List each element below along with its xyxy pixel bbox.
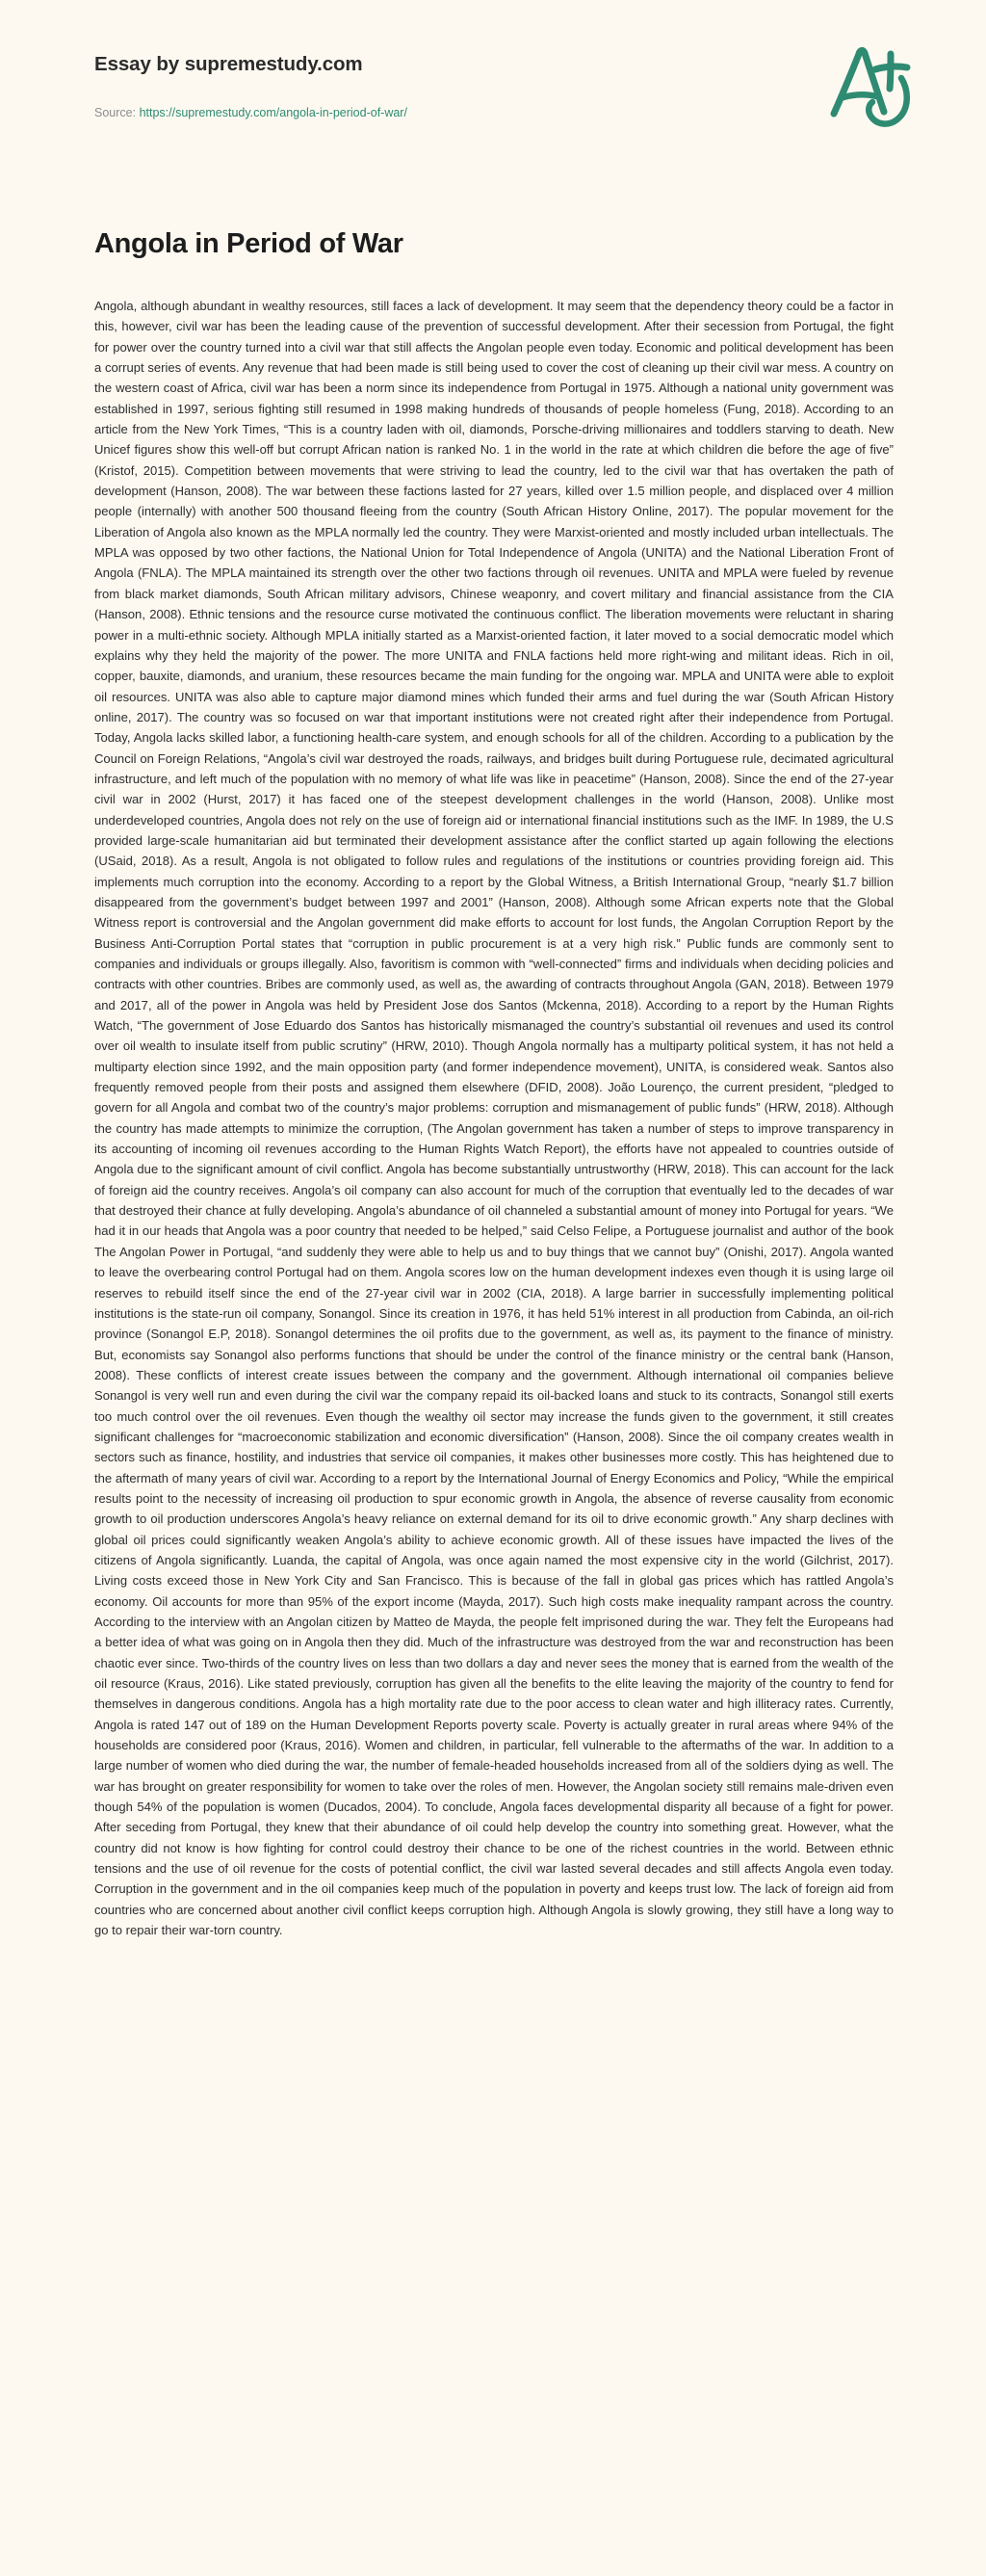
brand-label: Essay by supremestudy.com — [94, 53, 363, 75]
article-paragraph: Angola, although abundant in wealthy resources, still faces a lack of development. It may seem that the dependency theory could be a factor in this, however, civil war has been the leading cause of the prevention of successful development. After their secession from Portugal, the fight for power over the country turned into a civil war that still affects the Angolan people even today. Economic and political development has been a corrupt series of events. Any revenue that had been made is still being used to cover the cost of cleaning up their civil war mess. A country on the western coast of Africa, civil war has been a norm since its independence from Portugal in 1975. Although a national unity government was established in 1997, serious fighting still resumed in 1998 making hundreds of thousands of people homeless (Fung, 2018). According to an article from the New York Times, “This is a country laden with oil, diamonds, Porsche-driving millionaires and toddlers starving to death. New Unicef figures show this well-off but corrupt African nation is ranked No. 1 in the world in the rate at which children die before the age of five” (Kristof, 2015). Competition between movements that were striving to lead the country, led to the civil war that has overtaken the path of development (Hanson, 2008). The war between these factions lasted for 27 years, killed over 1.5 million people, and displaced over 4 million people (internally) with another 500 thousand fleeing from the country (South African History Online, 2017). The popular movement for the Liberation of Angola also known as the MPLA normally led the country. They were Marxist-oriented and mostly included urban intellectuals. The MPLA was opposed by two other factions, the National Union for Total Independence of Angola (UNITA) and the National Liberation Front of Angola (FNLA). The MPLA maintained its strength over the other two factions through oil revenues. UNITA and MPLA were fueled by revenue from black market diamonds, South African military advisors, Chinese weaponry, and covert military and financial assistance from the CIA (Hanson, 2008). Ethnic tensions and the resource curse motivated the continuous conflict. The liberation movements were reluctant in sharing power in a multi-ethnic society. Although MPLA initially started as a Marxist-oriented faction, it later moved to a social democratic model which explains why they held the majority of the power. The more UNITA and FNLA factions held more right-wing and militant ideas. Rich in oil, copper, bauxite, diamonds, and uranium, these resources became the main funding for the ongoing war. MPLA and UNITA were able to exploit oil resources. UNITA was also able to capture major diamond mines which funded their arms and fuel during the war (South African History online, 2017). The country was so focused on war that important institutions were not created right after their independence from Portugal. Today, Angola lacks skilled labor, a functioning health-care system, and enough schools for all of the children. According to a publication by the Council on Foreign Relations, “Angola’s civil war destroyed the roads, railways, and bridges built during Portuguese rule, decimated agricultural infrastructure, and left much of the population with no memory of what life was like in peacetime” (Hanson, 2008). Since the end of the 27-year civil war in 2002 (Hurst, 2017) it has faced one of the steepest development challenges in the world (Hanson, 2008). Unlike most underdeveloped countries, Angola does not rely on the use of foreign aid or international financial institutions such as the IMF. In 1989, the U.S provided large-scale humanitarian aid but terminated their development assistance after the conflict started up again following the elections (USaid, 2018). As a result, Angola is not obligated to follow rules and regulations of the institutions or countries providing foreign aid. This implements much corruption into the economy. According to a report by the Global Witness, a British International Group, “nearly $1.7 billion disappeared from the government’s budget between 1997 and 2001” (Hanson, 2008). Although some African experts note that the Global Witness report is controversial and the Angolan government did make efforts to account for lost funds, the Angolan Corruption Report by the Business Anti-Corruption Portal states that “corruption in public procurement is at a very high risk.” Public funds are commonly sent to companies and individuals or groups illegally. Also, favoritism is common with “well-connected” firms and individuals when deciding policies and contracts with other countries. Bribes are commonly used, as well as, the awarding of contracts throughout Angola (GAN, 2018). Between 1979 and 2017, all of the power in Angola was held by President Jose dos Santos (Mckenna, 2018). According to a report by the Human Rights Watch, “The government of Jose Eduardo dos Santos has historically mismanaged the country’s substantial oil revenues and used its control over oil wealth to insulate itself from public scrutiny” (HRW, 2010). Though Angola normally has a multiparty political system, it has not held a multiparty election since 1992, and the main opposition party (and former independence movement), UNITA, is considered weak. Santos also frequently removed people from their posts and assigned them elsewhere (DFID, 2008). João Lourenço, the current president, “pledged to govern for all Angola and combat two of the country’s major problems: corruption and mismanagement of public funds” (HRW, 2018). Although the country has made attempts to minimize the corruption, (The Angolan government has taken a number of steps to improve transparency in its accounting of incoming oil revenues according to the Human Rights Watch Report), the efforts have not appealed to countries outside of Angola due to the significant amount of civil conflict. Angola has become substantially untrustworthy (HRW, 2018). This can account for the lack of foreign aid the country receives. Angola’s oil company can also account for much of the corruption that eventually led to the decades of war that destroyed their chance at fully developing. Angola’s abundance of oil channeled a substantial amount of money into Portugal for years. “We had it in our heads that Angola was a poor country that needed to be helped,” said Celso Felipe, a Portuguese journalist and author of the book The Angolan Power in Portugal, “and suddenly they were able to help us and to buy things that we cannot buy” (Onishi, 2017). Angola wanted to leave the overbearing control Portugal had on them. Angola scores low on the human development indexes even though it is using large oil reserves to rebuild itself since the end of the 27-year civil war in 2002 (CIA, 2018). A large barrier in successfully implementing political institutions is the state-run oil company, Sonangol. Since its creation in 1976, it has held 51% interest in all production from Cabinda, an oil-rich province (Sonangol E.P, 2018). Sonangol determines the oil profits due to the government, as well as, its payment to the finance of ministry. But, economists say Sonangol also performs functions that should be under the control of the finance ministry or the central bank (Hanson, 2008). These conflicts of interest create issues between the company and the government. Although international oil companies believe Sonangol is very well run and even during the civil war the company repaid its oil-backed loans and stuck to its contracts, Sonangol still exerts too much control over the oil revenues. Even though the wealthy oil sector may increase the funds given to the government, it still creates significant challenges for “macroeconomic stabilization and economic diversification” (Hanson, 2008). Since the oil company creates wealth in sectors such as finance, hostility, and industries that service oil companies, it makes other businesses more costly. This has heightened due to the aftermath of many years of civil war. According to a report by the International Journal of Energy Economics and Policy, “While the empirical results point to the necessity of increasing oil production to spur economic growth in Angola, the absence of reverse causality from economic growth to oil production underscores Angola’s heavy reliance on external demand for its oil to drive economic growth.” Any sharp declines with global oil prices could significantly weaken Angola’s ability to achieve economic growth. All of these issues have impacted the lives of the citizens of Angola significantly. Luanda, the capital of Angola, was once again named the most expensive city in the world (Gilchrist, 2017). Living costs exceed those in New York City and San Francisco. This is because of the fall in global gas prices which has rattled Angola’s economy. Oil accounts for more than 95% of the export income (Mayda, 2017). Such high costs make inequality rampant across the country. According to the interview with an Angolan citizen by Matteo de Mayda, the people felt imprisoned during the war. They felt the Europeans had a better idea of what was going on in Angola then they did. Much of the infrastructure was destroyed from the war and reconstruction has been chaotic ever since. Two-thirds of the country lives on less than two dollars a day and never sees the money that is earned from the wealth of the oil resource (Kraus, 2016). Like stated previously, corruption has given all the benefits to the elite leaving the majority of the country to fend for themselves in dangerous conditions. Angola has a high mortality rate due to the poor access to clean water and high illiteracy rates. Currently, Angola is rated 147 out of 189 on the Human Development Reports poverty scale. Poverty is actually greater in rural areas where 94% of the households are considered poor (Kraus, 2016). Women and children, in particular, fell vulnerable to the aftermaths of the war. In addition to a large number of women who died during the war, the number of female-headed households increased from all of the soldiers dying as well. The war has brought on greater responsibility for women to take over the roles of men. However, the Angolan society still remains male-driven even though 54% of the population is women (Ducados, 2004). To conclude, Angola faces developmental disparity all because of a fight for power. After seceding from Portugal, they knew that their abundance of oil could help develop the country into something great. However, what the country did not know is how fighting for control could destroy their chance to be one of the richest countries in the world. Between ethnic tensions and the use of oil revenue for the costs of potential conflict, the civil war lasted several decades and still affects Angola even today. Corruption in the government and in the oil companies keep much of the population in poverty and keeps trust low. The lack of foreign aid from countries who are concerned about another civil conflict keeps corruption high. Although Angola is slowly growing, they still have a long way to go to repair their war-torn country. — [94, 299, 894, 1938]
article-body — [94, 296, 894, 1941]
a-plus-logo-icon — [815, 25, 930, 141]
source-line — [94, 106, 407, 119]
source-prefix-label: Source: — [94, 106, 137, 119]
page-title: Angola in Period of War — [94, 228, 403, 259]
page-header — [0, 0, 986, 154]
source-url-link[interactable]: https://supremestudy.com/angola-in-period-of-war/ — [139, 106, 407, 119]
